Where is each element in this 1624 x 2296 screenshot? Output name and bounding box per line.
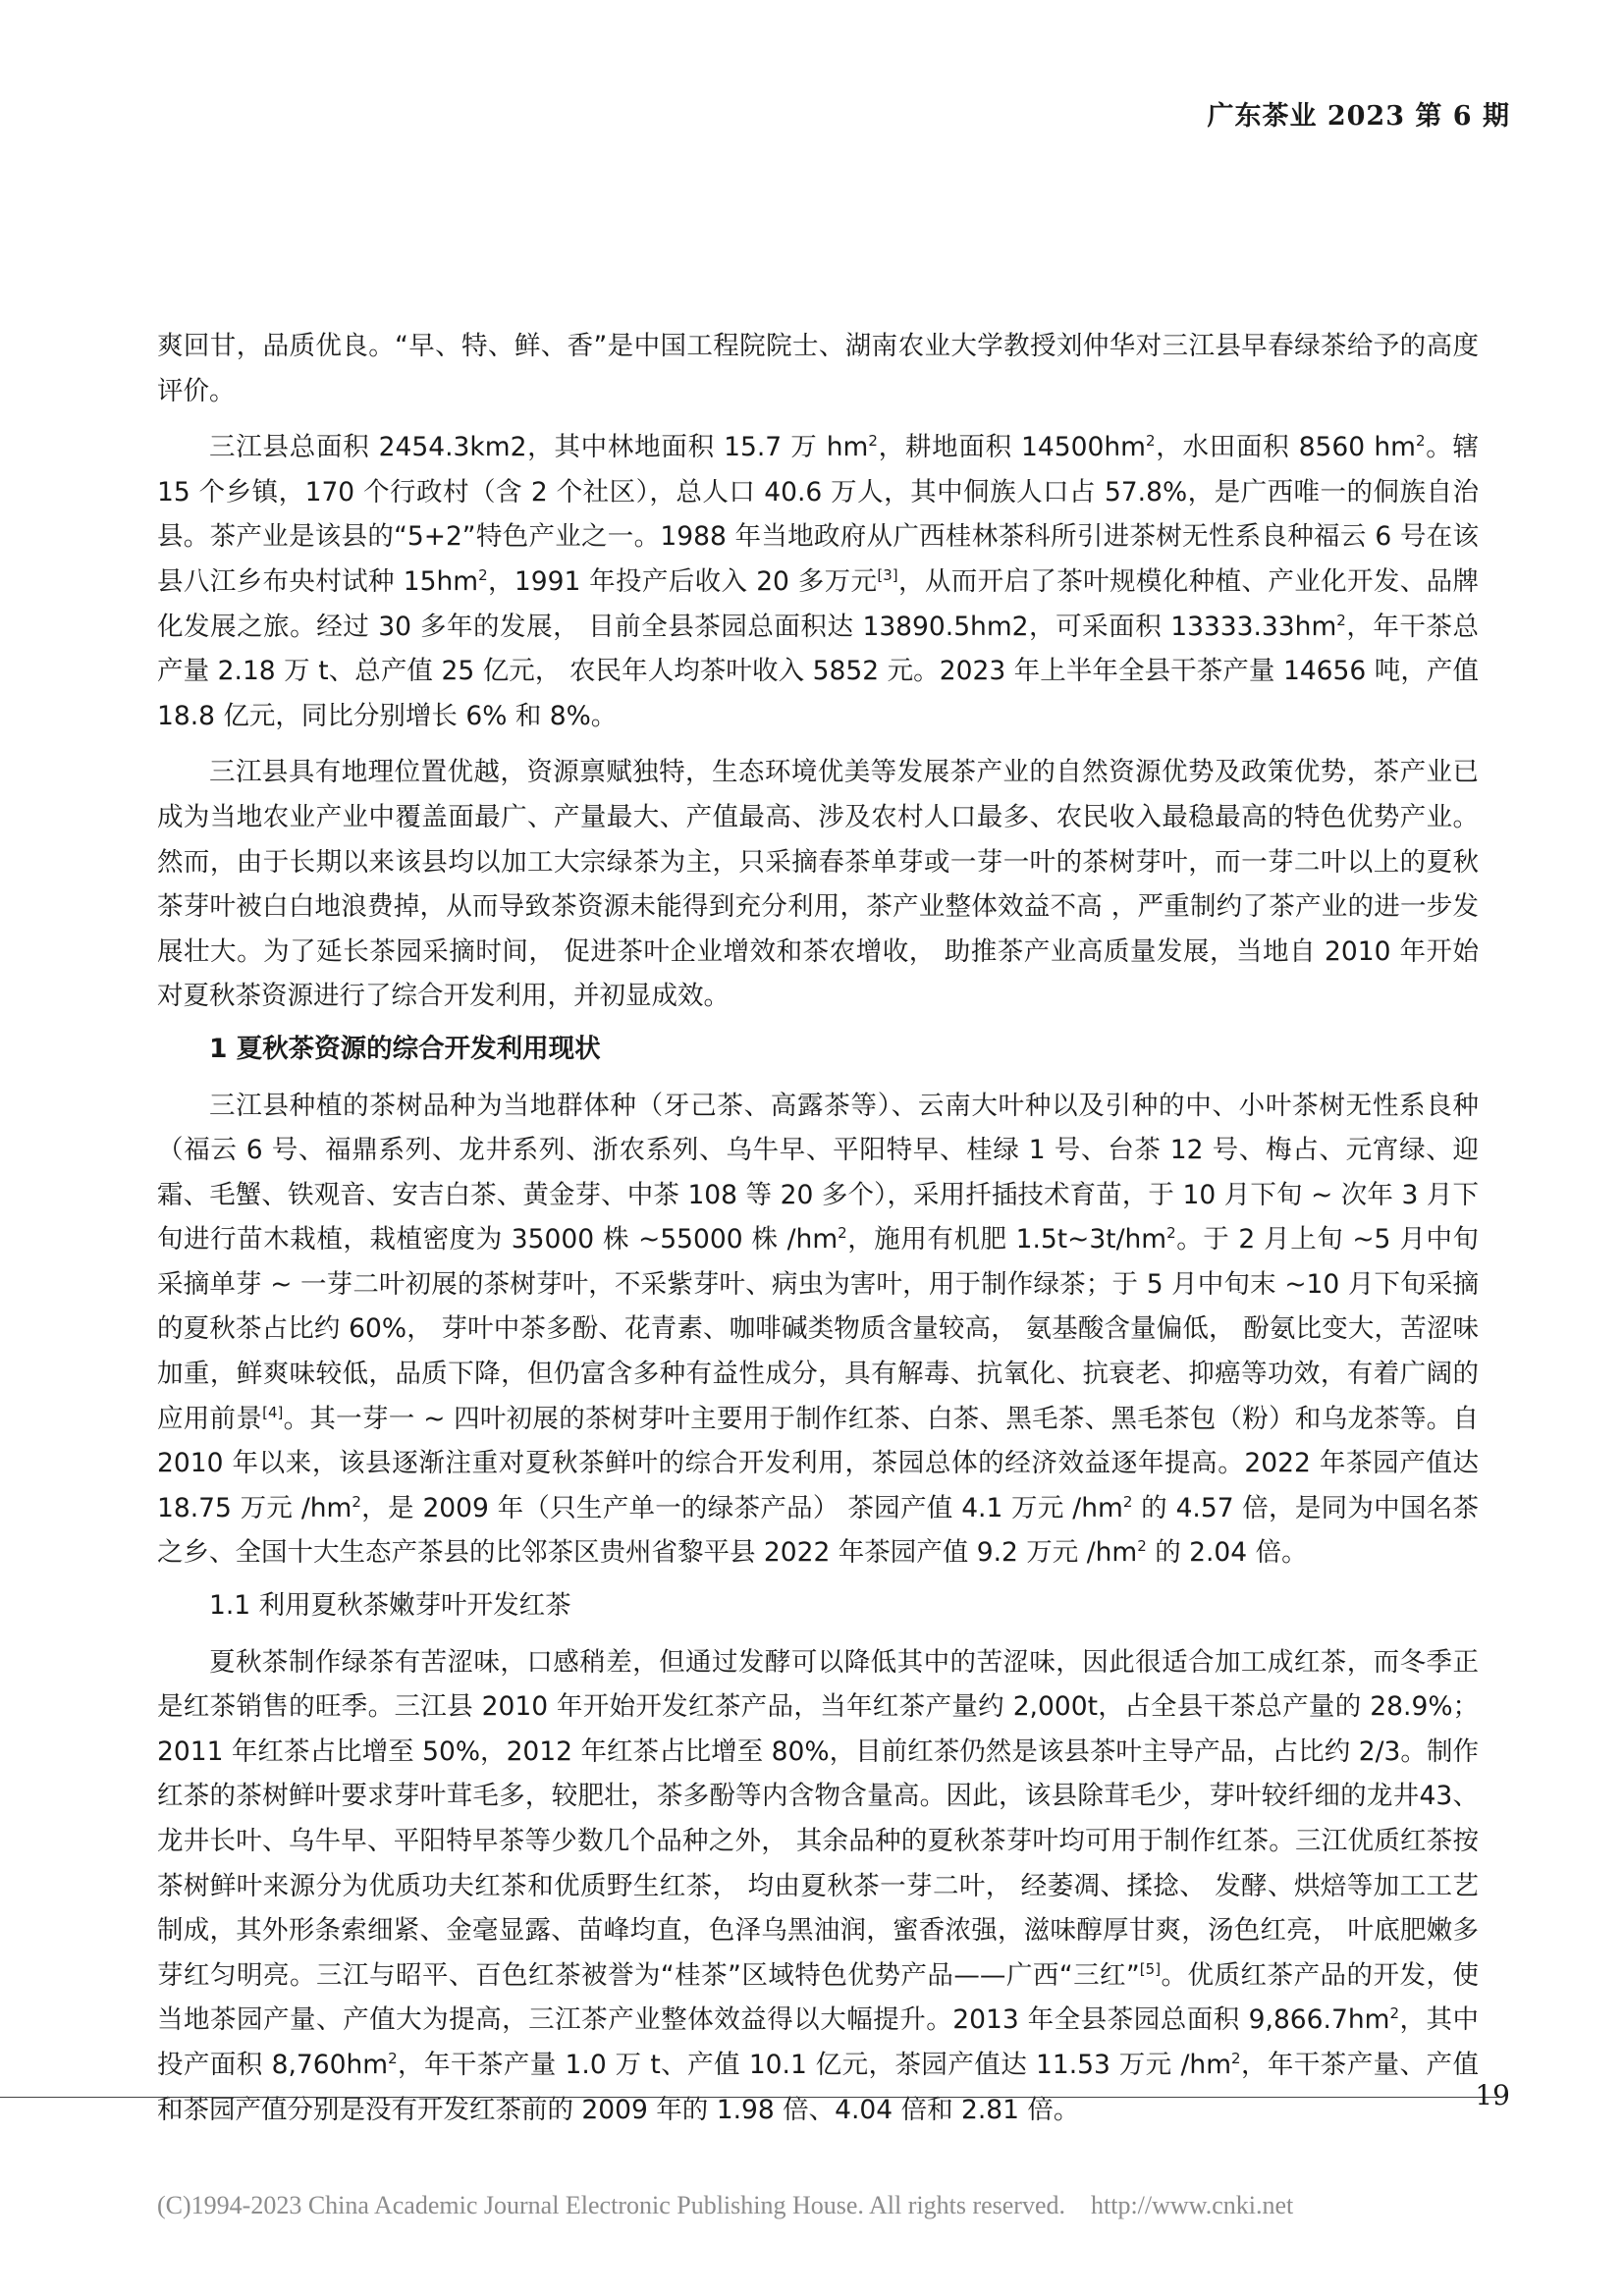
journal-header: 广东茶业 2023 第 6 期 xyxy=(1207,101,1510,132)
page-number: 19 xyxy=(1475,2079,1510,2111)
paragraph-varieties: 三江县种植的茶树品种为当地群体种（牙己茶、高露茶等）、云南大叶种以及引种的中、小叶茶树无性系良种（福云 6 号、福鼎系列、龙井系列、浙农系列、乌牛早、平阳特早、桂绿 1 号、台茶 12 号、梅占、元宵绿、迎霜、毛蟹、铁观音、安吉白茶、黄金芽、中茶 108 等 20 多个），采用扦插技术育苗，于 10 月下旬 ~ 次年 3 月下旬进行苗木栽植，栽植密度为 35000 株 ~55000 株 $/hm^2$，施用有机肥 $1.5t\sim 3t/hm^2$。于 2 月上旬 ~5 月中旬采摘单芽 ~ 一芽二叶初展的茶树芽叶，不采紫芽叶、病虫为害叶，用于制作绿茶；于 5 月中旬末 ~10 月下旬采摘的夏秋茶占比约 60%， 芽叶中茶多酚、花青素、咖啡碱类物质含量较高， 氨基酸含量偏低， 酚氨比变大，苦涩味加重，鲜爽味较低，品质下降，但仍富含多种有益性成分，具有解毒、抗氧化、抗衰老、抑癌等功效，有着广阔的应用前景[4]。其一芽一 ~ 四叶初展的茶树芽叶主要用于制作红茶、白茶、黑毛茶、黑毛茶包（粉）和乌龙茶等。自 2010 年以来，该县逐渐注重对夏秋茶鲜叶的综合开发利用，茶园总体的经济效益逐年提高。2022 年茶园产值达 18.75 万元 $/hm^2$，是 2009 年（只生产单一的绿茶产品） 茶园产值 4.1 万元 $/hm^2$ 的 4.57 倍，是同为中国名茶之乡、全国十大生态产茶县的比邻茶区贵州省黎平县 2022 年茶园产值 9.2 万元 $/hm^2$ 的 2.04 倍。 xyxy=(157,1090,1480,1569)
citation-5[interactable]: [5] xyxy=(1139,1959,1162,1978)
article-body xyxy=(157,324,1479,2132)
section-heading-1-1: 1.1 利用夏秋茶嫩芽叶开发红茶 xyxy=(209,1590,571,1622)
section-heading-1: 1 夏秋茶资源的综合开发利用现状 xyxy=(209,1033,601,1064)
paragraph-industry-advantage: 三江县具有地理位置优越，资源禀赋独特，生态环境优美等发展茶产业的自然资源优势及政策优势，茶产业已成为当地农业产业中覆盖面最广、产量最大、产值最高、涉及农村人口最多、农民收入最稳最高的特色优势产业。然而，由于长期以来该县均以加工大宗绿茶为主，只采摘春茶单芽或一芽一叶的茶树芽叶，而一芽二叶以上的夏秋茶芽叶被白白地浪费掉，从而导致茶资源未能得到充分利用，茶产业整体效益不高 ，严重制约了茶产业的进一步发展壮大。为了延长茶园采摘时间， 促进茶叶企业增效和茶农增收， 助推茶产业高质量发展，当地自 2010 年开始对夏秋茶资源进行了综合开发利用，并初显成效。 xyxy=(157,757,1479,1012)
paragraph-continued: 爽回甘，品质优良。“早、特、鲜、香”是中国工程院院士、湖南农业大学教授刘仲华对三江县早春绿茶给予的高度评价。 xyxy=(157,331,1479,406)
paragraph-black-tea: 夏秋茶制作绿茶有苦涩味，口感稍差，但通过发酵可以降低其中的苦涩味，因此很适合加工成红茶，而冬季正是红茶销售的旺季。三江县 2010 年开始开发红茶产品，当年红茶产量约 2,000t，占全县干茶总产量的 28.9%；2011 年红茶占比增至 50%，2012 年红茶占比增至 80%，目前红茶仍然是该县茶叶主导产品，占比约 2/3。制作红茶的茶树鲜叶要求芽叶茸毛多，较肥壮，茶多酚等内含物含量高。因此，该县除茸毛少，芽叶较纤细的龙井43、龙井长叶、乌牛早、平阳特早茶等少数几个品种之外， 其余品种的夏秋茶芽叶均可用于制作红茶。三江优质红茶按茶树鲜叶来源分为优质功夫红茶和优质野生红茶， 均由夏秋茶一芽二叶， 经萎凋、揉捻、 发酵、烘焙等加工工艺制成，其外形条索细紧、金毫显露、苗峰均直，色泽乌黑油润，蜜香浓强，滋味醇厚甘爽，汤色红亮， 叶底肥嫩多芽红匀明亮。三江与昭平、百色红茶被誉为“桂茶”区域特色优势产品——广西“三红”[5]。优质红茶产品的开发，使当地茶园产量、产值大为提高，三江茶产业整体效益得以大幅提升。2013 年全县茶园总面积 $9,866.7hm^2$，其中投产面积 $8,760hm^2$，年干茶产量 1.0 万 t、产值 10.1 亿元，茶园产值达 11.53 万元 $/hm^2$，年干茶产量、产值和茶园产值分别是没有开发红茶前的 2009 年的 1.98 倍、4.04 倍和 2.81 倍。 xyxy=(157,1646,1480,2125)
citation-4[interactable]: [4] xyxy=(262,1403,284,1421)
copyright-notice: (C)1994-2023 China Academic Journal Electronic Publishing House. All rights reserved. http://www.cnki.net xyxy=(157,2191,1294,2219)
citation-3[interactable]: [3] xyxy=(877,566,898,585)
paragraph-county-overview: 三江县总面积 2454.3km2，其中林地面积 15.7 万 $hm^2$，耕地面积 $14500hm^2$，水田面积 8560 $hm^2$。辖 15 个乡镇，170 个行政村（含 2 个社区），总人口 40.6 万人，其中侗族人口占 57.8%，是广西唯一的侗族自治县。茶产业是该县的“5+2”特色产业之一。1988 年当地政府从广西桂林茶科所引进茶树无性系良种福云 6 号在该县八江乡布央村试种 $15hm^2$，1991 年投产后收入 20 多万元[3]，从而开启了茶叶规模化种植、产业化开发、品牌化发展之旅。经过 30 多年的发展， 目前全县茶园总面积达 13890.5hm2，可采面积 $13333.33hm^2$，年干茶总产量 2.18 万 t、总产值 25 亿元， 农民年人均茶叶收入 5852 元。2023 年上半年全县干茶产量 14656 吨，产值 18.8 亿元，同比分别增长 6% 和 8%。 xyxy=(157,432,1480,731)
footer-divider xyxy=(0,2097,1502,2098)
